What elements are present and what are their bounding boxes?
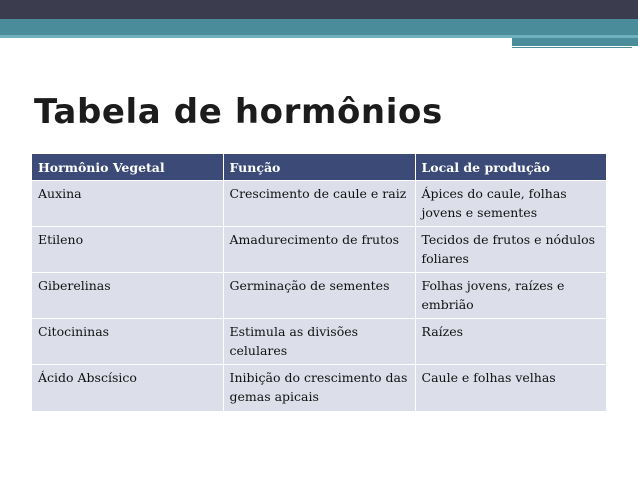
cell-hormone: Citocininas xyxy=(32,319,223,365)
cell-function: Inibição do crescimento das gemas apicais xyxy=(223,365,415,411)
table-row xyxy=(32,365,606,411)
cell-hormone: Auxina xyxy=(32,181,223,227)
table-row xyxy=(32,273,606,319)
cell-function: Crescimento de caule e raiz xyxy=(223,181,415,227)
cell-production-site: Caule e folhas velhas xyxy=(415,365,606,411)
cell-function: Estimula as divisões celulares xyxy=(223,319,415,365)
table-row xyxy=(32,227,606,273)
cell-production-site: Tecidos de frutos e nódulos foliares xyxy=(415,227,606,273)
header-function: Função xyxy=(223,154,415,181)
cell-production-site: Raízes xyxy=(415,319,606,365)
table-row xyxy=(32,181,606,227)
table-header-row xyxy=(32,154,606,181)
header-hormone: Hormônio Vegetal xyxy=(32,154,223,181)
cell-hormone: Ácido Abscísico xyxy=(32,365,223,411)
top-bar-teal xyxy=(0,19,638,35)
slide-title: Tabela de hormônios xyxy=(34,92,443,132)
cell-hormone: Giberelinas xyxy=(32,273,223,319)
cell-hormone: Etileno xyxy=(32,227,223,273)
cell-function: Amadurecimento de frutos xyxy=(223,227,415,273)
accent-block xyxy=(512,38,638,46)
cell-production-site: Ápices do caule, folhas jovens e sementes xyxy=(415,181,606,227)
hormone-table xyxy=(32,154,606,411)
top-bar-dark xyxy=(0,0,638,19)
accent-line xyxy=(512,47,632,48)
cell-production-site: Folhas jovens, raízes e embrião xyxy=(415,273,606,319)
table-row xyxy=(32,319,606,365)
header-production-site: Local de produção xyxy=(415,154,606,181)
cell-function: Germinação de sementes xyxy=(223,273,415,319)
